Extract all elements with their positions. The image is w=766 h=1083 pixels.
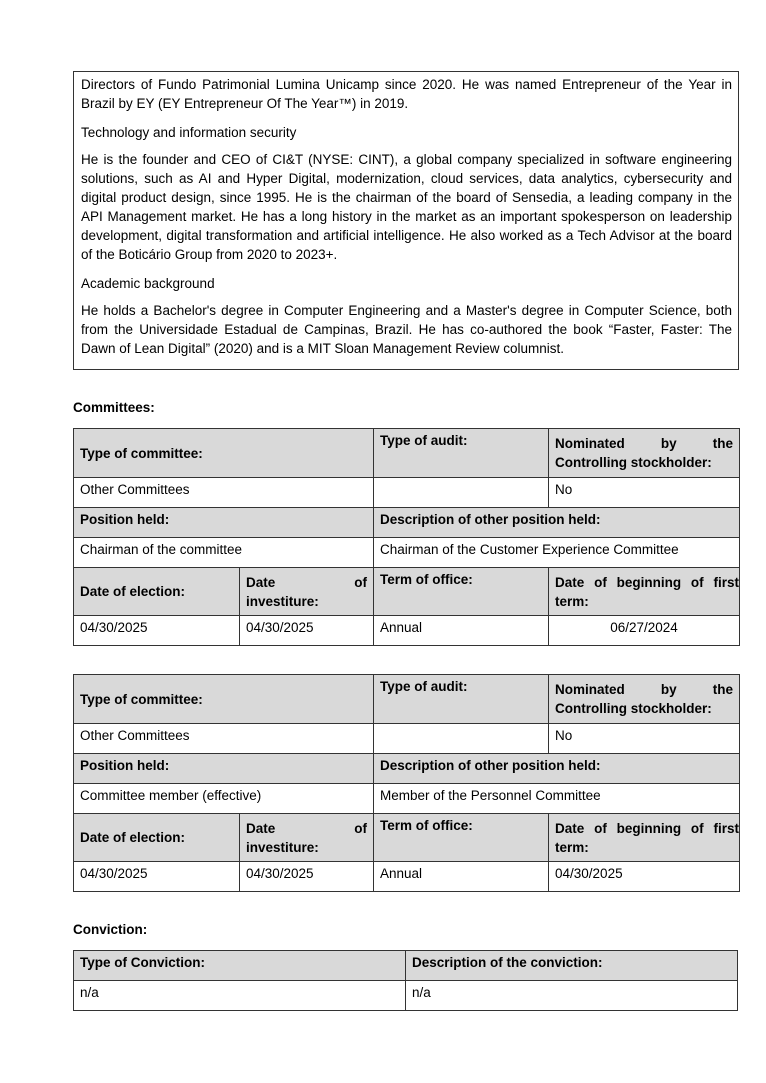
- committees-heading: Committees:: [73, 400, 155, 415]
- date-investiture-value: 04/30/2025: [240, 616, 374, 646]
- committee-type-value: Other Committees: [74, 478, 374, 508]
- term-office-value: Annual: [374, 616, 549, 646]
- date-investiture-value: 04/30/2025: [240, 862, 374, 892]
- term-office-label: Term of office:: [374, 568, 549, 616]
- conviction-type-value: n/a: [74, 981, 406, 1011]
- date-investiture-label: Date of investiture:: [240, 568, 374, 616]
- date-election-value: 04/30/2025: [74, 616, 240, 646]
- nominated-value: No: [549, 724, 740, 754]
- type-committee-label: Type of committee:: [74, 429, 374, 478]
- conviction-table: [73, 950, 738, 1011]
- type-committee-label: Type of committee:: [74, 675, 374, 724]
- position-held-label: Position held:: [74, 754, 374, 784]
- date-first-term-value: 04/30/2025: [549, 862, 740, 892]
- position-held-label: Position held:: [74, 508, 374, 538]
- bio-paragraph: He holds a Bachelor's degree in Computer Engineering and a Master's degree in Computer Science, both from the Universidade Estadual de Campinas, Brazil. He has co-authored the book “Faster, Faster: The Dawn of Lean Digital” (2020) and is a MIT Sloan Management Review columnist.: [81, 303, 732, 356]
- date-first-term-label: Date of beginning of first term:: [549, 568, 740, 616]
- description-position-label: Description of other position held:: [374, 754, 740, 784]
- date-election-label: Date of election:: [74, 814, 240, 862]
- nominated-value: No: [549, 478, 740, 508]
- date-first-term-value: 06/27/2024: [549, 616, 740, 646]
- term-office-label: Term of office:: [374, 814, 549, 862]
- committee-table-1: [73, 428, 740, 646]
- position-held-value: Committee member (effective): [74, 784, 374, 814]
- type-audit-label: Type of audit:: [374, 429, 549, 478]
- type-audit-label: Type of audit:: [374, 675, 549, 724]
- position-held-value: Chairman of the committee: [74, 538, 374, 568]
- committee-type-value: Other Committees: [74, 724, 374, 754]
- description-position-value: Chairman of the Customer Experience Committee: [374, 538, 740, 568]
- conviction-description-label: Description of the conviction:: [406, 951, 738, 981]
- conviction-heading: Conviction:: [73, 922, 148, 937]
- date-first-term-label: Date of beginning of first term:: [549, 814, 740, 862]
- description-position-value: Member of the Personnel Committee: [374, 784, 740, 814]
- date-investiture-label: Date of investiture:: [240, 814, 374, 862]
- conviction-type-label: Type of Conviction:: [74, 951, 406, 981]
- audit-type-value: [374, 724, 549, 754]
- conviction-description-value: n/a: [406, 981, 738, 1011]
- bio-subheading: Academic background: [81, 276, 215, 291]
- date-election-label: Date of election:: [74, 568, 240, 616]
- bio-paragraph: He is the founder and CEO of CI&T (NYSE: CINT), a global company specialized in software engineering solutions, such as AI and Hyper Digital, modernization, cloud services, data analytics, cybersecurity and digital product design, since 1995. He is the chairman of the board of Sensedia, a leading company in the API Management market. He has a long history in the market as an important spokesperson on leadership development, digital transformation and artificial intelligence. He also worked as a Tech Advisor at the board of the Boticário Group from 2020 to 2023+.: [81, 152, 732, 262]
- date-election-value: 04/30/2025: [74, 862, 240, 892]
- term-office-value: Annual: [374, 862, 549, 892]
- nominated-label: Nominated by the Controlling stockholder:: [549, 429, 740, 478]
- audit-type-value: [374, 478, 549, 508]
- biography-box: [73, 71, 739, 370]
- committee-table-2: [73, 674, 740, 892]
- bio-subheading: Technology and information security: [81, 125, 297, 140]
- nominated-label: Nominated by the Controlling stockholder:: [549, 675, 740, 724]
- description-position-label: Description of other position held:: [374, 508, 740, 538]
- bio-paragraph: Directors of Fundo Patrimonial Lumina Unicamp since 2020. He was named Entrepreneur of the Year in Brazil by EY (EY Entrepreneur Of The Year™) in 2019.: [81, 77, 732, 111]
